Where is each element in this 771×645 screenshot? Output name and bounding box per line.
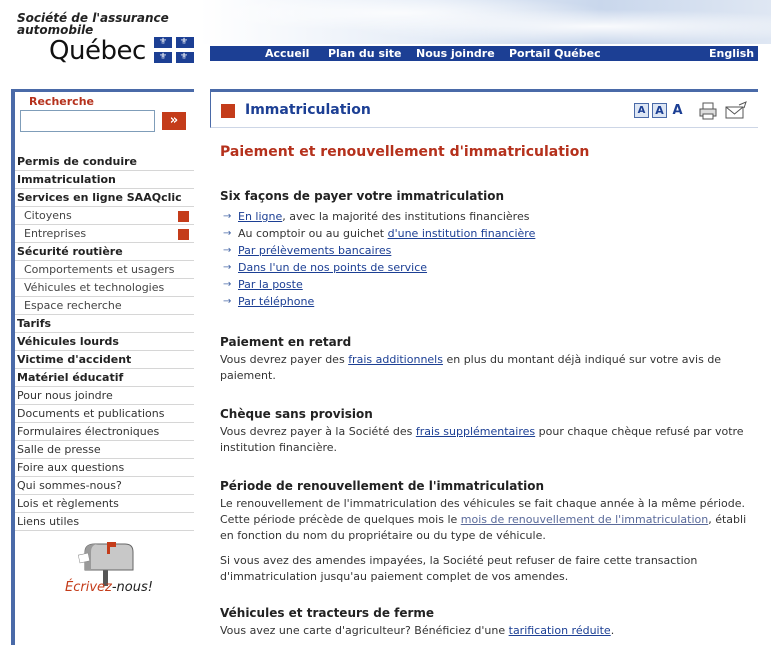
sidebar-item-label: Liens utiles <box>17 515 80 528</box>
sidebar-item-label: Comportements et usagers <box>24 263 175 276</box>
bad-cheque-section <box>220 407 750 456</box>
sidebar-item-label: Foire aux questions <box>17 461 125 474</box>
red-square-icon <box>178 211 189 222</box>
sidebar-item-salle-de-presse[interactable] <box>15 441 194 459</box>
link-tarification-reduite[interactable]: tarification réduite <box>508 624 611 637</box>
link-frais-supplementaires[interactable]: frais supplémentaires <box>415 425 536 438</box>
list-item: → En ligne, avec la majorité des institutions financières <box>220 208 750 225</box>
sidebar-item-label: Sécurité routière <box>17 245 123 258</box>
sidebar-item-vehicules-lourds[interactable] <box>15 333 194 351</box>
sidebar-item-label: Pour nous joindre <box>17 389 113 402</box>
sidebar-item-entreprises[interactable] <box>15 225 194 243</box>
nav-english[interactable]: English <box>709 47 755 60</box>
sidebar-item-pour-nous-joindre[interactable] <box>15 387 194 405</box>
sidebar-item-label: Entreprises <box>24 227 87 240</box>
link-par-la-poste[interactable]: Par la poste <box>238 278 303 291</box>
font-medium-button[interactable]: A <box>652 103 667 118</box>
link-en-ligne[interactable]: En ligne <box>238 210 283 223</box>
payment-ways-title: Six façons de payer votre immatriculation <box>220 189 505 203</box>
top-navigation <box>210 46 758 61</box>
farm-vehicles-title: Véhicules et tracteurs de ferme <box>220 606 435 620</box>
payment-ways-section <box>220 189 750 310</box>
farm-vehicles-section <box>220 606 750 639</box>
sidebar-item-liens-utiles[interactable] <box>15 513 194 531</box>
unpaid-fines-text: Si vous avez des amendes impayées, la Société peut refuser de faire cette transaction d'immatriculation jusqu'au paiement complet de vos amendes. <box>220 554 698 583</box>
title-bar <box>210 89 758 128</box>
sidebar-menu <box>15 153 194 531</box>
sidebar-item-lois-et-reglements[interactable] <box>15 495 194 513</box>
sidebar-item-label: Lois et règlements <box>17 497 119 510</box>
sidebar-item-label: Services en ligne SAAQclic <box>17 191 182 204</box>
write-us-prefix: Écrivez <box>65 580 112 595</box>
nav-portail-quebec[interactable]: Portail Québec <box>509 47 601 60</box>
saaq-logo[interactable] <box>17 12 197 72</box>
sidebar-item-foire-aux-questions[interactable] <box>15 459 194 477</box>
list-item <box>220 293 750 310</box>
sidebar-item-documents-et-publications[interactable] <box>15 405 194 423</box>
renewal-period-title: Période de renouvellement de l'immatriculation <box>220 479 545 493</box>
sidebar-item-label: Espace recherche <box>24 299 122 312</box>
title-square-icon <box>221 104 235 118</box>
sidebar-item-label: Tarifs <box>17 317 52 330</box>
farm-vehicles-text: Vous avez une carte d'agriculteur? Bénéficiez d'une tarification réduite. <box>220 624 615 637</box>
email-page-icon[interactable] <box>724 101 748 124</box>
sidebar-item-citoyens[interactable] <box>15 207 194 225</box>
nav-plan-du-site[interactable]: Plan du site <box>328 47 402 60</box>
quebec-wordmark: Québec <box>49 36 146 66</box>
font-small-button[interactable]: A <box>634 103 649 118</box>
section-heading: Paiement et renouvellement d'immatriculation <box>220 144 590 160</box>
red-square-icon <box>178 229 189 240</box>
link-institution-financiere[interactable]: d'une institution financière <box>387 227 536 240</box>
renewal-period-text: Le renouvellement de l'immatriculation des véhicules se fait chaque année à la même période. Cette période précède de quelques mois le mois de renouvellement de l'immatriculation, établi en fonction du nom du propriétaire ou du type de véhicule. <box>220 497 747 542</box>
link-par-telephone[interactable]: Par téléphone <box>238 295 315 308</box>
search-button[interactable]: » <box>162 112 186 130</box>
page-tools <box>634 101 750 121</box>
sidebar-item-qui-sommes-nous[interactable] <box>15 477 194 495</box>
quebec-flag-icon: ⚜ ⚜ ⚜ ⚜ <box>154 37 194 63</box>
link-points-de-service[interactable]: Dans l'un de nos points de service <box>238 261 428 274</box>
sidebar-item-services-en-ligne-saaqclic[interactable] <box>15 189 194 207</box>
sidebar-item-comportements-et-usagers[interactable] <box>15 261 194 279</box>
link-prelevements[interactable]: Par prélèvements bancaires <box>238 244 392 257</box>
list-item <box>220 242 750 259</box>
font-large-button[interactable]: A <box>670 103 685 118</box>
sidebar-item-label: Qui sommes-nous? <box>17 479 122 492</box>
late-payment-section <box>220 335 750 384</box>
sidebar <box>11 89 194 645</box>
sidebar-item-label: Immatriculation <box>17 173 116 186</box>
list-item <box>220 259 750 276</box>
page-title: Immatriculation <box>245 102 371 118</box>
sidebar-item-label: Victime d'accident <box>17 353 132 366</box>
sidebar-item-espace-recherche[interactable] <box>15 297 194 315</box>
sidebar-item-label: Formulaires électroniques <box>17 425 160 438</box>
sidebar-item-label: Permis de conduire <box>17 155 137 168</box>
link-frais-additionnels[interactable]: frais additionnels <box>348 353 443 366</box>
org-name-line1: Société de l'assurance <box>17 11 169 25</box>
renewal-period-section <box>220 479 750 585</box>
sidebar-item-vehicules-et-technologies[interactable] <box>15 279 194 297</box>
nav-accueil[interactable]: Accueil <box>265 47 310 60</box>
sidebar-item-securite-routiere[interactable] <box>15 243 194 261</box>
link-mois-renouvellement[interactable]: mois de renouvellement de l'immatriculation <box>460 513 709 526</box>
sidebar-item-label: Salle de presse <box>17 443 101 456</box>
sidebar-item-label: Véhicules lourds <box>17 335 119 348</box>
bad-cheque-text: Vous devrez payer à la Société des frais supplémentaires pour chaque chèque refusé par votre institution financière. <box>220 425 744 454</box>
list-item: → Au comptoir ou au guichet d'une institution financière <box>220 225 750 242</box>
search-input[interactable] <box>20 110 155 132</box>
sidebar-item-materiel-educatif[interactable] <box>15 369 194 387</box>
nav-nous-joindre[interactable]: Nous joindre <box>416 47 495 60</box>
sidebar-item-permis-de-conduire[interactable] <box>15 153 194 171</box>
org-name-line2: automobile <box>17 23 94 37</box>
sidebar-item-immatriculation[interactable] <box>15 171 194 189</box>
search-label: Recherche <box>29 95 94 108</box>
header-banner <box>200 0 771 44</box>
sidebar-item-label: Citoyens <box>24 209 72 222</box>
sidebar-item-tarifs[interactable] <box>15 315 194 333</box>
write-us-suffix: -nous! <box>111 580 153 595</box>
sidebar-item-victime-d-accident[interactable] <box>15 351 194 369</box>
sidebar-item-label: Documents et publications <box>17 407 165 420</box>
list-item <box>220 276 750 293</box>
write-us-link[interactable] <box>65 580 153 595</box>
late-payment-title: Paiement en retard <box>220 335 352 349</box>
payment-ways-list <box>220 208 750 310</box>
sidebar-item-formulaires-electroniques[interactable] <box>15 423 194 441</box>
print-icon[interactable] <box>698 101 718 124</box>
sidebar-item-label: Véhicules et technologies <box>24 281 165 294</box>
sidebar-item-label: Matériel éducatif <box>17 371 124 384</box>
late-payment-text: Vous devrez payer des frais additionnels en plus du montant déjà indiqué sur votre avis de paiement. <box>220 353 722 382</box>
bad-cheque-title: Chèque sans provision <box>220 407 373 421</box>
